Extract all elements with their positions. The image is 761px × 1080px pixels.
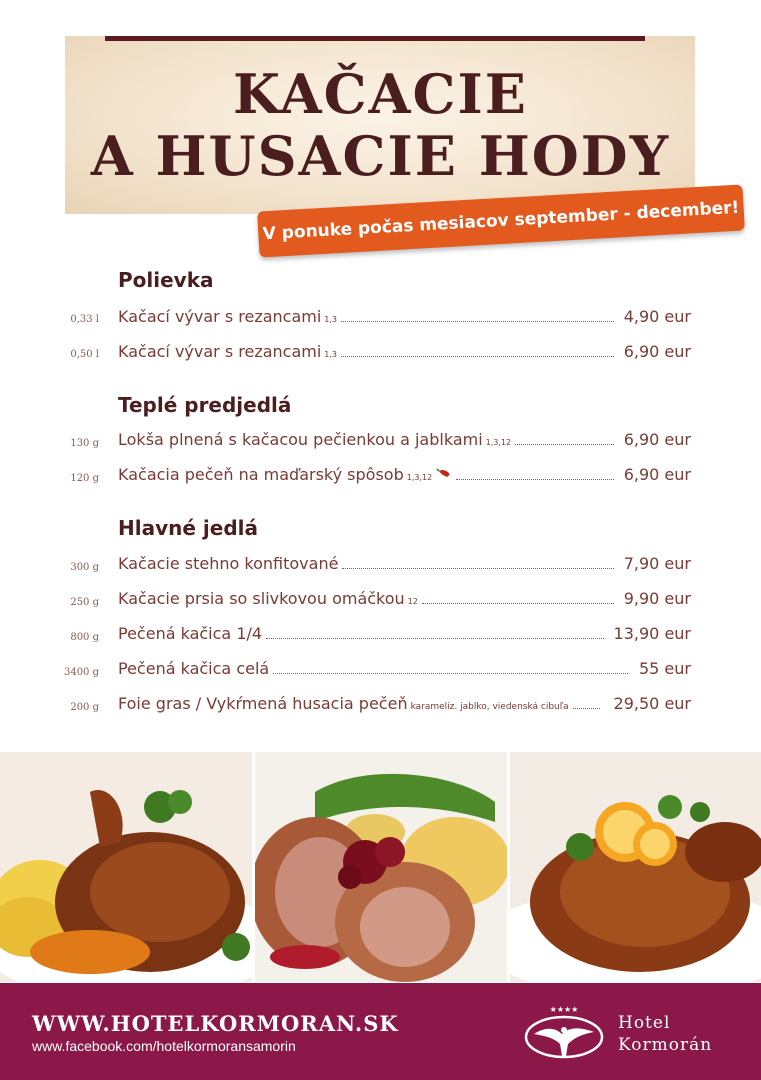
section-title-soup: Polievka	[118, 268, 214, 292]
item-name: Kačací vývar s rezancami	[118, 342, 322, 361]
hotel-name-line-1: Hotel	[618, 1013, 671, 1033]
leader-dots	[342, 567, 614, 569]
leader-dots	[341, 320, 614, 322]
menu-item	[118, 554, 618, 573]
item-price: 4,90 eur	[623, 307, 691, 326]
menu-item	[118, 430, 618, 449]
item-price: 6,90 eur	[623, 430, 691, 449]
menu-item	[118, 694, 604, 713]
facebook-link[interactable]: www.facebook.com/hotelkormoransamorin	[32, 1038, 296, 1054]
item-name: Kačacia pečeň na maďarský spôsob	[118, 465, 404, 484]
menu-item	[118, 589, 618, 608]
item-allergens: 1,3	[324, 350, 338, 359]
website-link[interactable]: WWW.HOTELKORMORAN.SK	[32, 1011, 399, 1036]
item-price: 9,90 eur	[623, 589, 691, 608]
roast-duck-photo	[510, 752, 761, 982]
item-price: 13,90 eur	[613, 624, 691, 643]
leader-dots	[456, 478, 614, 480]
item-name: Foie gras / Vykŕmená husacia pečeň	[118, 694, 408, 713]
chili-pepper-icon	[436, 468, 452, 480]
item-price: 6,90 eur	[623, 342, 691, 361]
item-name: Pečená kačica celá	[118, 659, 270, 678]
duck-leg-photo	[0, 752, 252, 982]
title-line-2: A HUSACIE HODY	[90, 124, 671, 188]
leader-dots	[422, 602, 614, 604]
item-price: 6,90 eur	[623, 465, 691, 484]
menu-item	[118, 465, 618, 484]
item-qty: 130 g	[70, 438, 99, 449]
leader-dots	[515, 443, 614, 445]
item-allergens: 1,3,12	[485, 438, 512, 447]
item-name: Pečená kačica 1/4	[118, 624, 263, 643]
item-price: 29,50 eur	[613, 694, 691, 713]
item-qty: 120 g	[70, 473, 99, 484]
logo-stars: ★★★★	[549, 1005, 579, 1014]
item-qty: 200 g	[70, 702, 99, 713]
header-rule	[105, 36, 645, 41]
item-name: Kačacie prsia so slivkovou omáčkou	[118, 589, 405, 608]
item-qty: 3400 g	[63, 667, 99, 678]
title-line-1: KAČACIE	[233, 62, 528, 126]
menu-item	[118, 307, 618, 326]
leader-dots	[341, 355, 614, 357]
item-allergens: 12	[407, 597, 418, 606]
hotel-name-line-2: Kormorán	[618, 1035, 713, 1055]
item-qty: 800 g	[70, 632, 99, 643]
leader-dots	[273, 672, 628, 674]
section-title-warm-starters: Teplé predjedlá	[118, 393, 292, 417]
item-qty: 0,50 l	[70, 349, 99, 360]
item-note: karameliz. jablko, viedenská cibuľa	[410, 702, 569, 712]
item-price: 7,90 eur	[623, 554, 691, 573]
item-allergens: 1,3	[324, 315, 338, 324]
item-qty: 250 g	[70, 597, 99, 608]
item-allergens: 1,3,12	[406, 473, 433, 482]
leader-dots	[266, 637, 604, 639]
item-name: Kačací vývar s rezancami	[118, 307, 322, 326]
menu-item	[118, 659, 632, 678]
item-price: 55 eur	[638, 659, 691, 678]
item-name: Kačacie stehno konfitované	[118, 554, 339, 573]
section-title-main-dishes: Hlavné jedlá	[118, 516, 258, 540]
leader-dots	[573, 707, 600, 709]
hotel-logo	[520, 1004, 608, 1062]
menu-item	[118, 342, 618, 361]
item-name: Lokša plnená s kačacou pečienkou a jablkami	[118, 430, 483, 449]
item-qty: 300 g	[70, 562, 99, 573]
duck-breast-photo	[255, 752, 507, 982]
item-qty: 0,33 l	[70, 314, 99, 325]
promo-badge: V ponuke počas mesiacov september - december!	[257, 184, 745, 257]
menu-item	[118, 624, 608, 643]
